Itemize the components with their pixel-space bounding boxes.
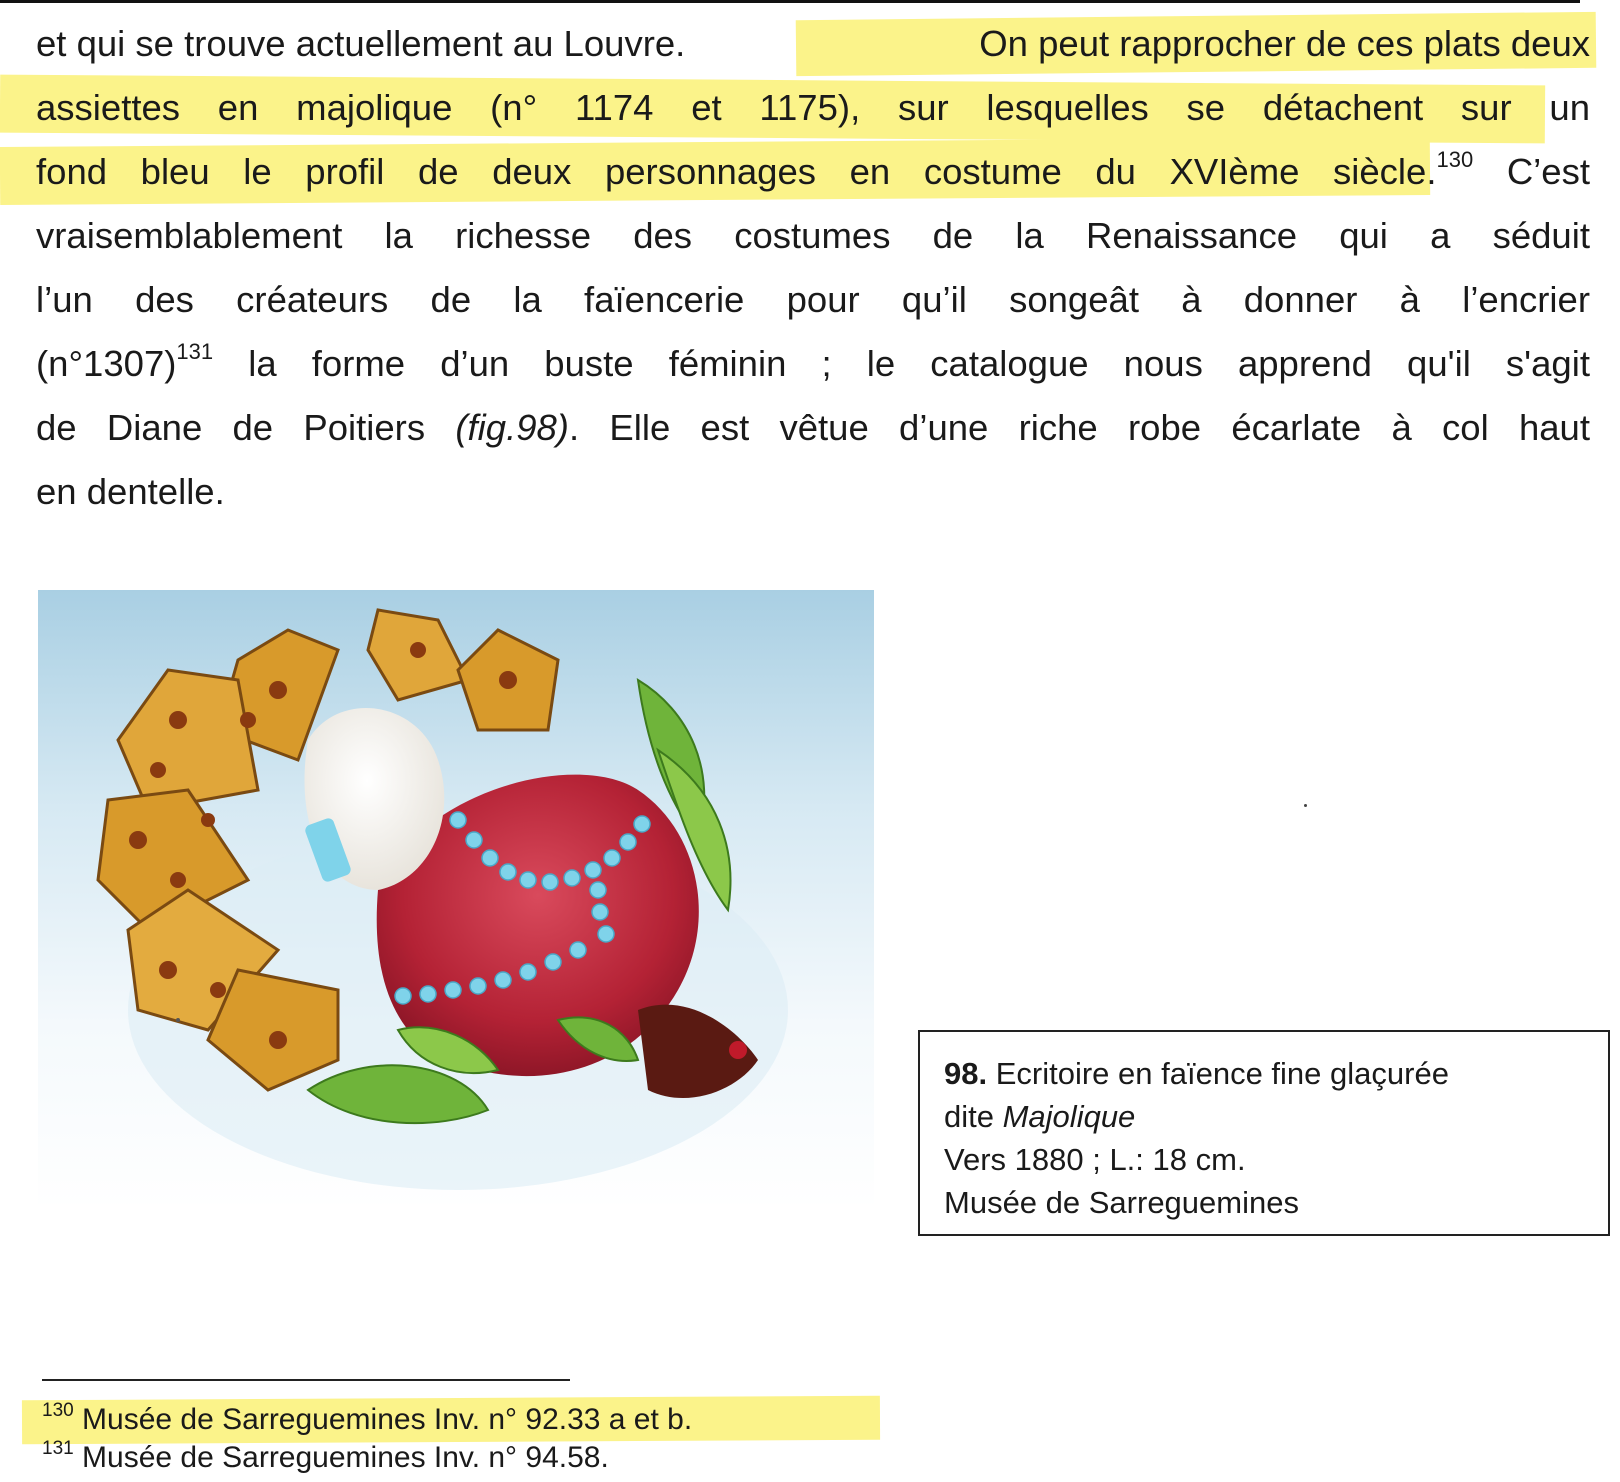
text-line-4: vraisemblablement la richesse des costumes de la Renaissance qui a séduit: [36, 215, 1590, 256]
caption-dite: dite: [944, 1099, 994, 1134]
caption-title: Ecritoire en faïence fine glaçurée: [995, 1056, 1449, 1091]
footnote-ref-130[interactable]: 130: [1436, 146, 1474, 172]
top-rule: [0, 0, 1580, 3]
text-segment: et qui se trouve actuellement au Louvre.: [36, 23, 686, 64]
figure-caption: [918, 1030, 1610, 1236]
text-segment: On peut rapprocher de ces plats deux: [979, 23, 1590, 64]
text-line-7: [36, 396, 1590, 460]
text-segment: la forme d’un buste féminin ; le catalogue nous apprend qu'il s'agit: [248, 343, 1590, 384]
figure-reference[interactable]: (fig.98): [455, 407, 569, 448]
caption-museum: Musée de Sarreguemines: [944, 1185, 1299, 1220]
text-segment: C’est: [1506, 151, 1590, 192]
footnote-131: [42, 1436, 609, 1480]
caption-line-2: [944, 1095, 1584, 1138]
text-line-3: [36, 140, 1590, 204]
footnote-number: 130: [42, 1400, 74, 1421]
footnote-text: Musée de Sarreguemines Inv. n° 92.33 a et b.: [82, 1403, 693, 1436]
caption-majolique: Majolique: [1002, 1099, 1136, 1134]
footnote-ref-131[interactable]: 131: [176, 338, 214, 364]
inkwell-illustration: [38, 590, 874, 1210]
footnote-text: Musée de Sarreguemines Inv. n° 94.58.: [82, 1441, 609, 1474]
text-segment: de Diane de Poitiers: [36, 407, 456, 448]
text-segment: fond bleu le profil de deux personnages en costume du XVIème siècle.: [36, 151, 1437, 192]
footnote-separator: [42, 1379, 570, 1381]
caption-line-1: [944, 1052, 1584, 1095]
text-line-2: assiettes en majolique (n° 1174 et 1175), sur lesquelles se détachent sur un: [36, 87, 1590, 128]
text-line-8: en dentelle.: [36, 471, 225, 512]
text-line-6: [36, 332, 1590, 396]
caption-date-size: Vers 1880 ; L.: 18 cm.: [944, 1142, 1246, 1177]
text-segment: . Elle est vêtue d’une riche robe écarlate à col haut: [568, 407, 1590, 448]
text-segment: (n°1307): [36, 343, 177, 384]
text-line-5: l’un des créateurs de la faïencerie pour qu’il songeât à donner à l’encrier: [36, 279, 1590, 320]
stray-mark: [1304, 804, 1307, 807]
footnote-number: 131: [42, 1438, 74, 1459]
caption-number: 98.: [944, 1056, 988, 1091]
figure-98-photo: [38, 590, 874, 1210]
text-line-1: [36, 12, 1590, 76]
